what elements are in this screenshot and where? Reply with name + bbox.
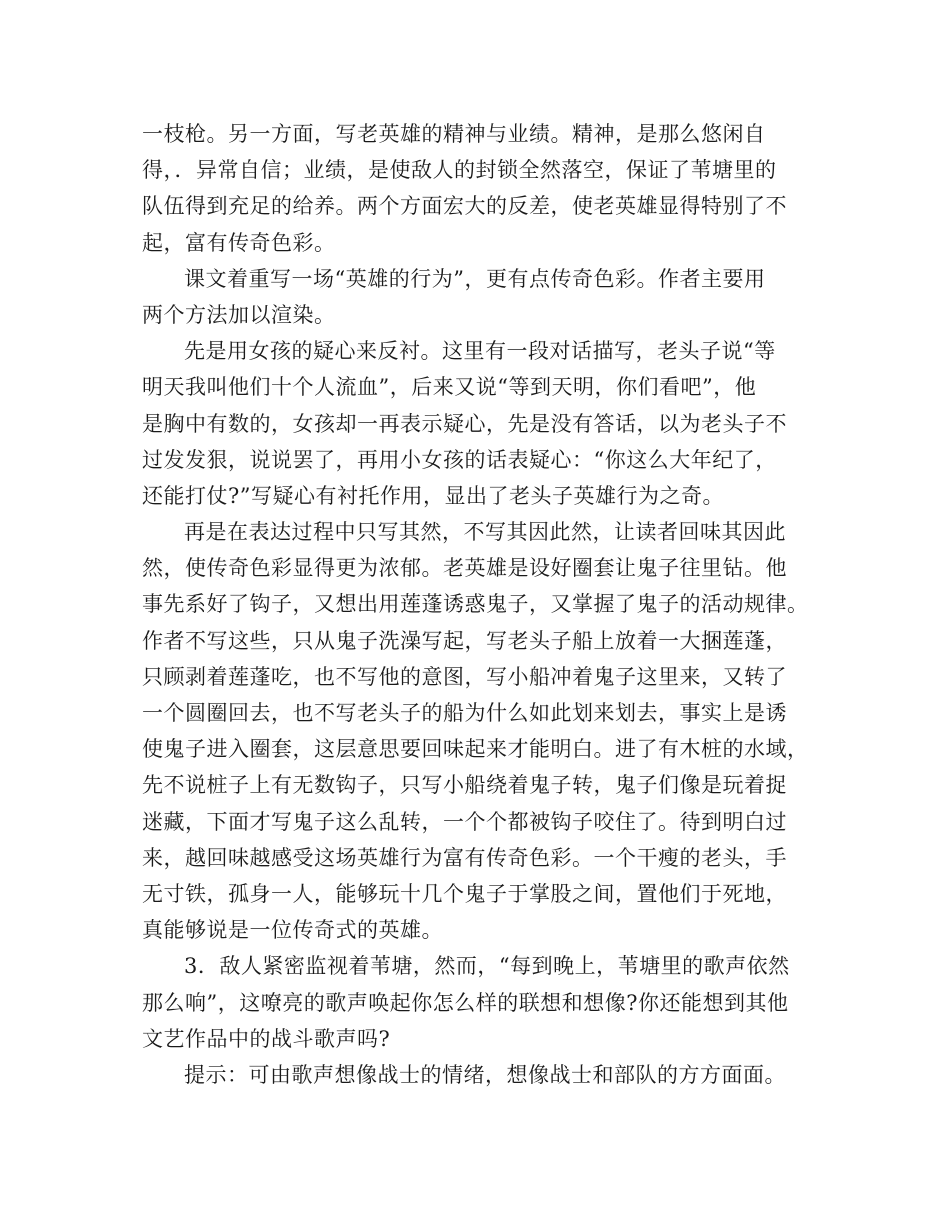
- text-line: 然，使传奇色彩显得更为浓郁。老英雄是设好圈套让鬼子往里钻。他: [142, 556, 787, 581]
- text-line: 只顾剥着莲蓬吃，也不写他的意图，写小船冲着鬼子这里来，又转了: [142, 664, 787, 689]
- text-line: 还能打仗?”写疑心有衬托作用，显出了老头子英雄行为之奇。: [142, 483, 724, 508]
- body-text: [142, 116, 814, 1093]
- text-line: 那么响”，这嘹亮的歌声唤起你怎么样的联想和想像?你还能想到其他: [142, 990, 789, 1015]
- text-line: 明天我叫他们十个人流血”，后来又说“等到天明，你们看吧”，他: [142, 375, 757, 400]
- text-line: 先不说桩子上有无数钩子，只写小船绕着鬼子转，鬼子们像是玩着捉: [142, 773, 787, 798]
- text-line: 先是用女孩的疑心来反衬。这里有一段对话描写，老头子说“等: [184, 339, 776, 364]
- text-line: 迷藏，下面才写鬼子这么乱转，一个个都被钩子咬住了。待到明白过: [142, 809, 787, 834]
- text-line: 使鬼子进入圈套，这层意思要回味起来才能明白。进了有木桩的水域，: [142, 737, 809, 762]
- text-line: 提示：可由歌声想像战士的情绪，想像战士和部队的方方面面。: [184, 1062, 786, 1087]
- text-line: 是胸中有数的，女孩却一再表示疑心，先是没有答话，以为老头子不: [142, 411, 787, 436]
- text-line: 真能够说是一位传奇式的英雄。: [142, 918, 443, 943]
- text-line: 事先系好了钩子，又想出用莲蓬诱惑鬼子，又掌握了鬼子的活动规律。: [142, 592, 809, 617]
- text-line: 来，越回味越感受这场英雄行为富有传奇色彩。一个干瘦的老头，手: [142, 845, 787, 870]
- text-line: 作者不写这些，只从鬼子洗澡写起，写老头子船上放着一大捆莲蓬，: [142, 628, 787, 653]
- text-line: 队伍得到充足的给养。两个方面宏大的反差，使老英雄显得特别了不: [142, 194, 787, 219]
- text-line: 一枝枪。另一方面，写老英雄的精神与业绩。精神，是那么悠闲自: [142, 122, 766, 146]
- text-line: 起，富有传奇色彩。: [142, 230, 336, 255]
- text-line: 再是在表达过程中只写其然，不写其因此然，让读者回味其因此: [184, 520, 786, 545]
- text-line: 两个方法加以渲染。: [142, 302, 336, 327]
- text-line: 课文着重写一场“英雄的行为”，更有点传奇色彩。作者主要用: [184, 266, 766, 291]
- text-line: 过发发狠，说说罢了，再用小女孩的话表疑心：“你这么大年纪了，: [142, 447, 777, 472]
- text-line: 一个圆圈回去，也不写老头子的船为什么如此划来划去，事实上是诱: [142, 701, 787, 725]
- text-line: 文艺作品中的战斗歌声吗?: [142, 1026, 391, 1051]
- text-line: 无寸铁，孤身一人，能够玩十几个鬼子于掌股之间，置他们于死地，: [142, 881, 787, 906]
- text-line: 3．敌人紧密监视着苇塘，然而，“每到晚上，苇塘里的歌声依然: [184, 954, 790, 979]
- text-line: 得，．异常自信；业绩，是使敌人的封锁全然落空，保证了苇塘里的: [142, 158, 777, 183]
